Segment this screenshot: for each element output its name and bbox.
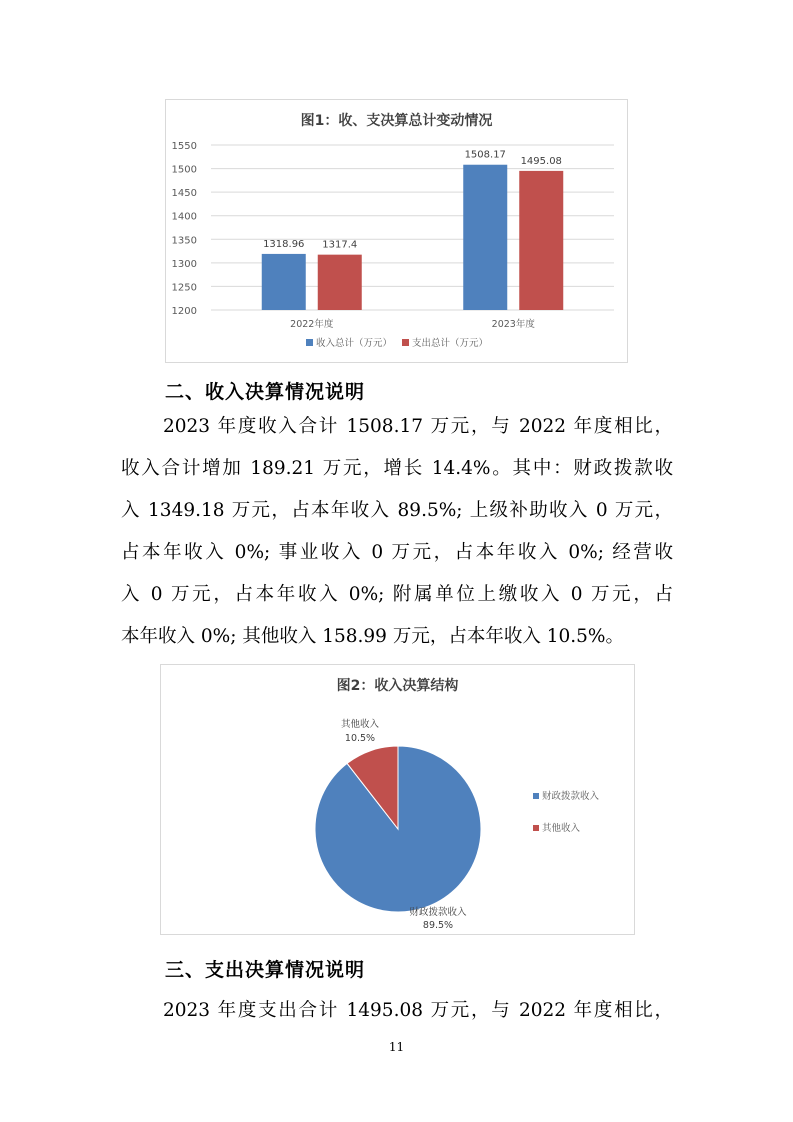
section3-heading: 三、支出决算情况说明 [165,959,366,981]
section3-paragraph [121,990,673,1032]
section2-line: 占本年收入 0%; 事业收入 0 万元，占本年收入 0%; 经营收 [121,542,673,563]
x-tick-label: 2023年度 [491,319,535,330]
bar-chart-title: 图1：收、支决算总计变动情况 [300,113,493,129]
y-tick-label: 1250 [171,282,197,294]
y-tick-label: 1400 [171,211,197,223]
legend-swatch [533,825,539,831]
x-tick-label: 2022年度 [290,319,334,330]
section2-line: 收入合计增加 189.21 万元，增长 14.4%。其中：财政拨款收 [121,458,673,479]
bar-data-label: 1495.08 [520,155,562,167]
section2-line: 入 1349.18 万元，占本年收入 89.5%; 上级补助收入 0 万元， [121,500,673,521]
pie-label-percent: 89.5% [422,920,454,931]
y-tick-label: 1450 [171,188,197,200]
section2-line: 本年收入 0%; 其他收入 158.99 万元，占本年收入 10.5%。 [121,626,624,647]
legend-label: 其他收入 [542,823,581,834]
section2-line: 入 0 万元，占本年收入 0%; 附属单位上缴收入 0 万元，占 [121,584,673,605]
bar-data-label: 1317.4 [322,239,358,251]
y-tick-label: 1550 [171,141,197,152]
legend-label: 财政拨款收入 [542,791,600,802]
legend-label: 支出总计（万元） [412,338,489,349]
section2-heading: 二、收入决算情况说明 [165,381,366,403]
bar-chart-svg [166,100,627,362]
bar [463,165,507,310]
legend-swatch [402,339,409,346]
bar-chart-container [165,99,628,363]
section2-line: 2023 年度收入合计 1508.17 万元，与 2022 年度相比， [163,416,673,437]
bar-data-label: 1508.17 [464,149,506,161]
pie-label-name: 财政拨款收入 [409,907,467,918]
section2-paragraph [121,406,673,658]
section3-line: 2023 年度支出合计 1495.08 万元，与 2022 年度相比， [163,1000,673,1021]
y-tick-label: 1300 [171,258,197,270]
legend-swatch [306,339,313,346]
bar [318,255,362,310]
bar [262,254,306,310]
pie-chart-svg [161,665,634,934]
pie-chart-container [160,664,635,935]
pie-label-percent: 10.5% [344,733,376,744]
legend-swatch [533,793,539,799]
legend-label: 收入总计（万元） [316,338,393,349]
bar-data-label: 1318.96 [263,238,305,250]
y-tick-label: 1350 [171,235,197,247]
y-tick-label: 1500 [171,164,197,176]
page-number: 11 [388,1040,405,1054]
y-tick-label: 1200 [171,306,197,317]
bar [519,171,563,310]
pie-chart-title: 图2：收入决算结构 [336,678,459,694]
pie-label-name: 其他收入 [340,719,380,730]
